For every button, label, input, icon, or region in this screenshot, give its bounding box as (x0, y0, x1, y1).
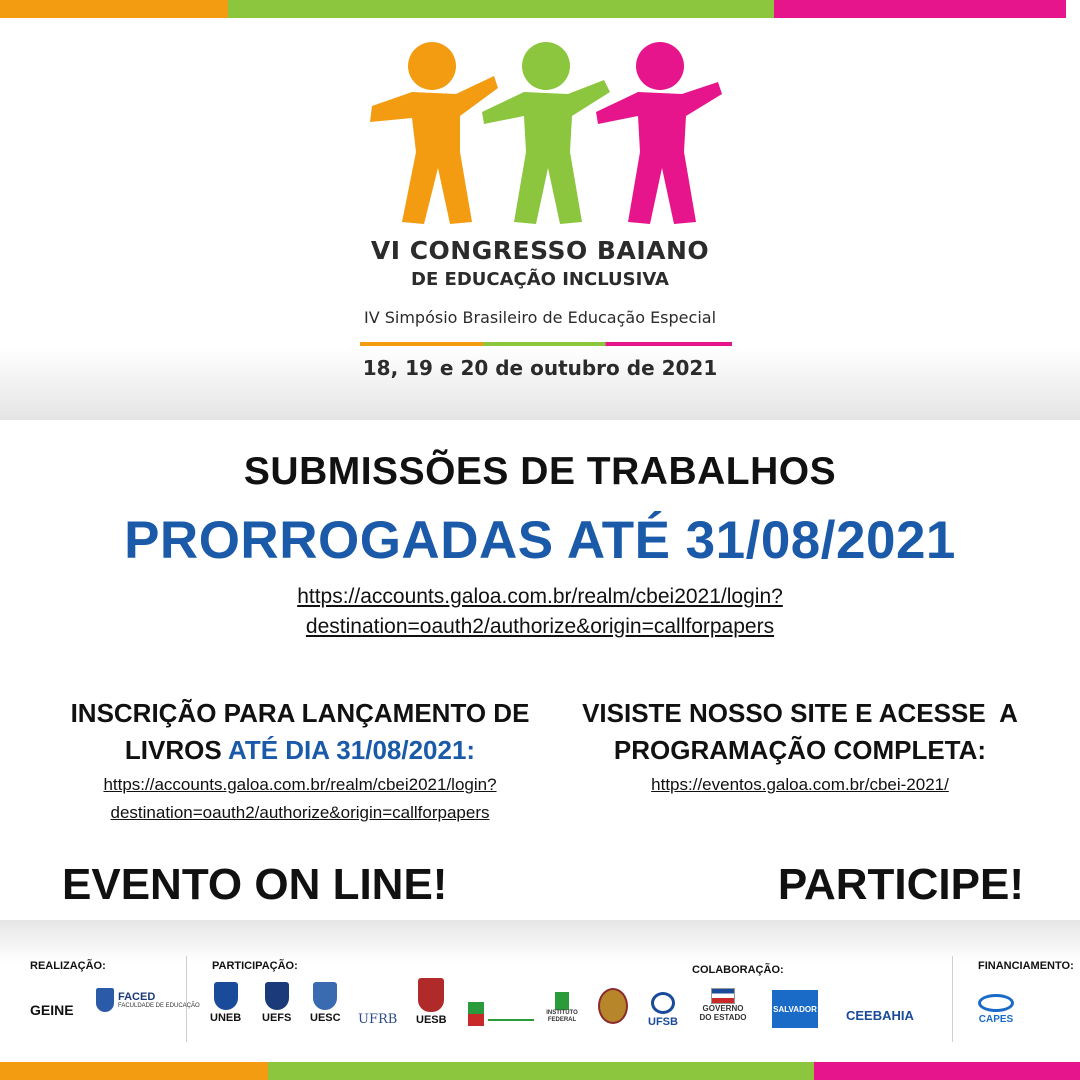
orange-person-icon (370, 42, 498, 224)
uesb-crest-icon (418, 978, 444, 1012)
ceebahia-logo (846, 1008, 914, 1023)
if-text: INSTITUTO FEDERAL (546, 1010, 578, 1023)
salvador-badge (772, 990, 818, 1028)
footer-divider (952, 956, 953, 1042)
faced-subtext: FACULDADE DE EDUCAÇÃO (118, 1002, 200, 1009)
uesb-logo (416, 978, 447, 1026)
ufrb-text: UFRB (358, 1012, 398, 1027)
top-bar-green (228, 0, 774, 18)
faced-text: FACED (118, 990, 156, 1003)
uesc-text: UESC (310, 1012, 341, 1024)
geine-text: GEINE (30, 1002, 74, 1018)
capes-logo (978, 994, 1014, 1025)
salvador-logo (772, 990, 818, 1028)
site-visit-heading-line2: PROGRAMAÇÃO COMPLETA: (613, 735, 987, 765)
geine-logo (30, 994, 74, 1018)
submission-link-line2[interactable]: destination=oauth2/authorize&origin=callforpapers (305, 615, 775, 638)
capes-eye-icon (978, 994, 1014, 1012)
submission-link-block (240, 582, 840, 642)
bottom-bar-pink (814, 1062, 1080, 1080)
tricolor-divider (360, 342, 732, 346)
instituto-federal-green-logo (468, 1002, 534, 1026)
ufsb-logo (648, 992, 678, 1028)
symposium-subtitle: IV Simpósio Brasileiro de Educação Especial (363, 308, 717, 327)
book-launch-heading-line1: INSCRIÇÃO PARA LANÇAMENTO DE (70, 698, 530, 728)
three-people-logo-icon (360, 40, 730, 230)
site-visit-heading-line1: VISISTE NOSSO SITE E ACESSE A (582, 698, 1018, 728)
submission-link-line1[interactable]: https://accounts.galoa.com.br/realm/cbei2021/login? (297, 585, 783, 608)
ceebahia-text: CEEBAHIA (846, 1008, 914, 1023)
bottom-bar-green (268, 1062, 814, 1080)
event-dates: 18, 19 e 20 de outubro de 2021 (362, 356, 718, 380)
financiamento-label: FINANCIAMENTO: (978, 960, 1074, 972)
ufrb-logo (358, 1012, 397, 1027)
top-bar-orange (0, 0, 228, 18)
green-person-icon (482, 42, 610, 224)
top-bar-pink (774, 0, 1066, 18)
ufsb-icon (651, 992, 675, 1014)
if-divider (488, 1019, 534, 1021)
book-launch-section (40, 695, 560, 827)
governo-text: GOVERNO DO ESTADO (699, 1004, 747, 1022)
uneb-logo (210, 982, 241, 1024)
instituto-federal-logo (544, 992, 580, 1024)
colaboracao-label: COLABORAÇÃO: (692, 964, 784, 976)
uesc-logo (310, 982, 341, 1024)
pink-person-icon (596, 42, 722, 224)
participacao-label: PARTICIPAÇÃO: (212, 960, 298, 972)
book-launch-link-line1[interactable]: https://accounts.galoa.com.br/realm/cbei2021/login? (103, 775, 497, 794)
uesb-text: UESB (416, 1014, 447, 1026)
congress-title-line2: DE EDUCAÇÃO INCLUSIVA (411, 269, 669, 290)
emblem-icon (598, 988, 628, 1024)
submissions-heading: SUBMISSÕES DE TRABALHOS (243, 450, 837, 493)
uesc-crest-icon (313, 982, 337, 1010)
uneb-text: UNEB (210, 1012, 242, 1024)
uneb-crest-icon (214, 982, 238, 1010)
bottom-bar-orange (0, 1062, 268, 1080)
uefs-logo (262, 982, 291, 1024)
event-site-link[interactable]: https://eventos.galoa.com.br/cbei-2021/ (651, 775, 949, 794)
book-launch-link-line2[interactable]: destination=oauth2/authorize&origin=callforpapers (110, 803, 490, 822)
bahia-flag-icon (711, 988, 735, 1004)
uefs-text: UEFS (262, 1012, 292, 1024)
if-icon (555, 992, 569, 1010)
faced-crest-icon (96, 988, 114, 1012)
if-grid-icon (468, 1002, 484, 1026)
capes-text: CAPES (978, 1014, 1014, 1025)
header (0, 18, 1080, 420)
uefs-crest-icon (265, 982, 289, 1010)
sponsors-footer (0, 920, 1080, 1062)
salvador-text: SALVADOR (773, 1004, 817, 1014)
realizacao-label: REALIZAÇÃO: (30, 960, 106, 972)
book-launch-heading-line2 (40, 732, 560, 769)
ufsb-text: UFSB (648, 1016, 678, 1028)
deadline-extended: PRORROGADAS ATÉ 31/08/2021 (124, 511, 956, 570)
participate-callout: PARTICIPE! (777, 860, 1024, 909)
faced-logo (96, 988, 200, 1012)
site-visit-section (560, 695, 1040, 799)
book-launch-deadline: ATÉ DIA 31/08/2021: (227, 735, 476, 765)
crest-logo (598, 988, 628, 1024)
congress-title: VI CONGRESSO BAIANO (370, 236, 710, 265)
governo-estado-logo (698, 988, 748, 1022)
online-event-callout: EVENTO ON LINE! (62, 860, 448, 909)
book-launch-heading-text: LIVROS (124, 735, 228, 765)
main-content (0, 420, 1080, 920)
